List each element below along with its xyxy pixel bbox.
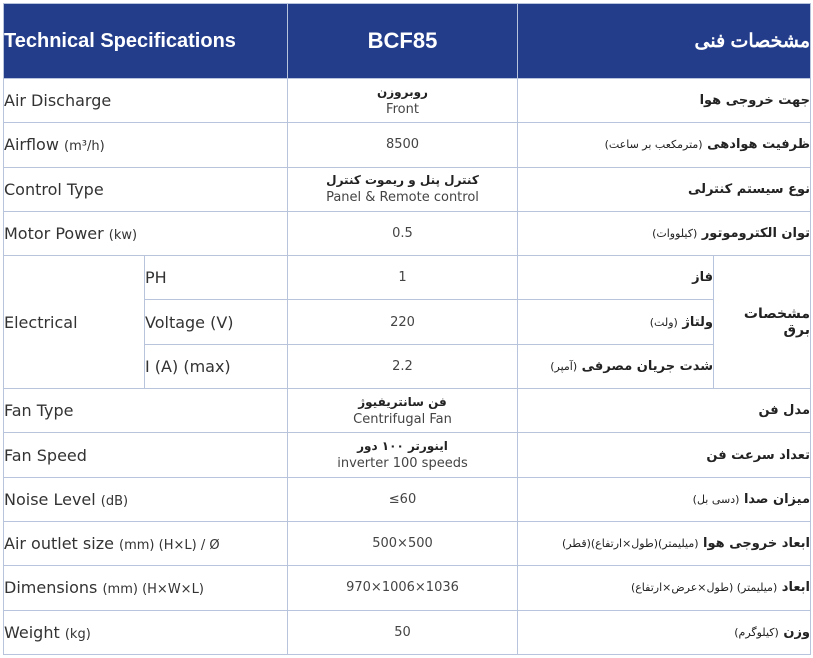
- table-row: [4, 477, 811, 521]
- spec-value: 0.5: [288, 211, 518, 255]
- spec-table: [3, 3, 811, 655]
- spec-label: Air Discharge: [4, 79, 288, 123]
- table-row: [4, 610, 811, 654]
- spec-label: Noise Level (dB): [4, 477, 288, 521]
- electrical-sub-label-fa: ولتاژ (ولت): [518, 300, 714, 344]
- spec-value: 2.2: [288, 344, 518, 388]
- electrical-sub-label: I (A) (max): [145, 344, 288, 388]
- electrical-sub-label-fa: شدت جریان مصرفی (آمپر): [518, 344, 714, 388]
- table-row: [4, 521, 811, 565]
- spec-value: کنترل پنل و ریموت کنترل Panel & Remote control: [288, 167, 518, 211]
- spec-label-fa: ابعاد (میلیمتر) (طول×عرض×ارتفاع): [518, 566, 811, 610]
- spec-value: 220: [288, 300, 518, 344]
- table-row-electrical: [4, 256, 811, 300]
- spec-value: روبروزن Front: [288, 79, 518, 123]
- spec-value: 1: [288, 256, 518, 300]
- spec-value: اینورتر ۱۰۰ دور inverter 100 speeds: [288, 433, 518, 477]
- electrical-sub-label-fa: فاز: [518, 256, 714, 300]
- electrical-sub-label: Voltage (V): [145, 300, 288, 344]
- spec-label-fa: میزان صدا (دسی بل): [518, 477, 811, 521]
- spec-value: 50: [288, 610, 518, 654]
- spec-value: 970×1006×1036: [288, 566, 518, 610]
- spec-label: Air outlet size (mm) (H×L) / Ø: [4, 521, 288, 565]
- table-row: [4, 389, 811, 433]
- spec-label: Fan Speed: [4, 433, 288, 477]
- table-row: [4, 167, 811, 211]
- spec-value: ≤60: [288, 477, 518, 521]
- spec-label-fa: نوع سیستم کنترلی: [518, 167, 811, 211]
- electrical-sub-label: PH: [145, 256, 288, 300]
- header-model: BCF85: [288, 4, 518, 79]
- table-row: [4, 566, 811, 610]
- spec-label-fa: وزن (کیلوگرم): [518, 610, 811, 654]
- spec-value: 8500: [288, 123, 518, 167]
- spec-label-fa: تعداد سرعت فن: [518, 433, 811, 477]
- table-row: [4, 211, 811, 255]
- spec-label: Fan Type: [4, 389, 288, 433]
- spec-value: فن سانتریفیوژ Centrifugal Fan: [288, 389, 518, 433]
- spec-value: 500×500: [288, 521, 518, 565]
- spec-label: Motor Power (kw): [4, 211, 288, 255]
- table-row: [4, 79, 811, 123]
- spec-label-fa: ابعاد خروجی هوا (میلیمتر)(طول×ارتفاع)(قطر): [518, 521, 811, 565]
- header-english: Technical Specifications: [4, 4, 288, 79]
- header-persian: مشخصات فنی: [518, 4, 811, 79]
- spec-label: Dimensions (mm) (H×W×L): [4, 566, 288, 610]
- header-row: [4, 4, 811, 79]
- spec-label-fa: توان الکتروموتور (کیلووات): [518, 211, 811, 255]
- table-row: [4, 123, 811, 167]
- spec-label-fa: ظرفیت هوادهی (مترمکعب بر ساعت): [518, 123, 811, 167]
- spec-label-fa: مدل فن: [518, 389, 811, 433]
- electrical-label-fa: مشخصات برق: [714, 256, 811, 389]
- electrical-label: Electrical: [4, 256, 145, 389]
- spec-label-fa: جهت خروجی هوا: [518, 79, 811, 123]
- table-row: [4, 433, 811, 477]
- spec-label: Airflow (m³/h): [4, 123, 288, 167]
- spec-label: Control Type: [4, 167, 288, 211]
- spec-label: Weight (kg): [4, 610, 288, 654]
